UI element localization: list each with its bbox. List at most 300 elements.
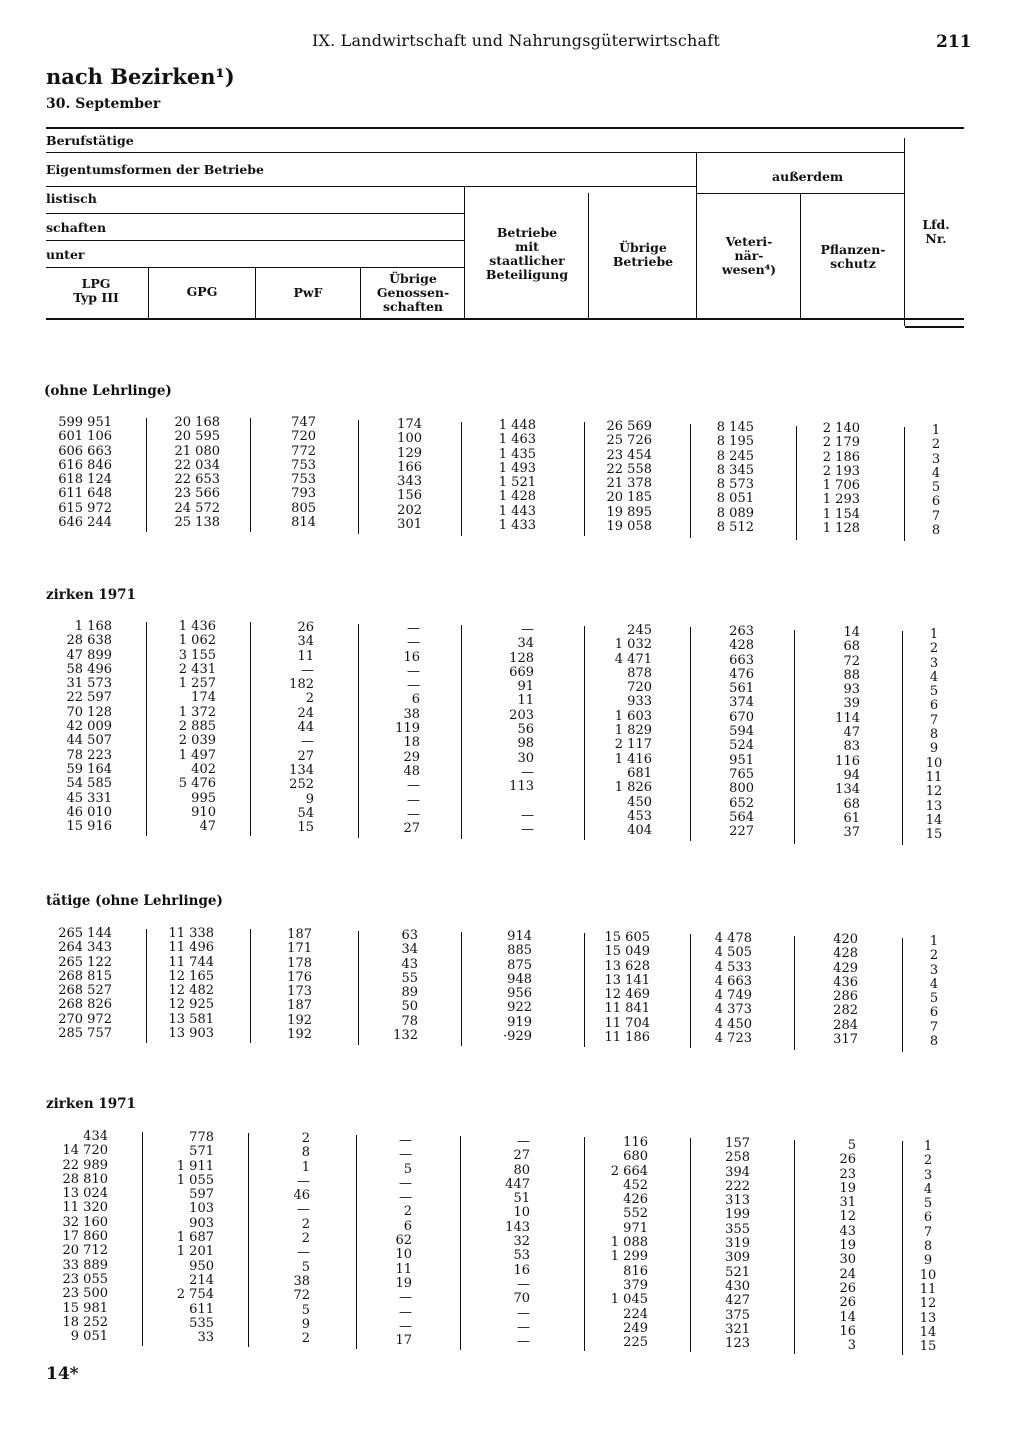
- table-cell: 119: [395, 721, 420, 737]
- table-cell: 5: [929, 991, 939, 1007]
- col-pflanzenschutz: [800, 422, 860, 536]
- col-sep: [148, 268, 149, 318]
- table-cell: 2 039: [178, 733, 216, 749]
- table-cell: 21 080: [174, 443, 220, 459]
- table-cell: 5: [929, 684, 939, 700]
- table-cell: 11 744: [168, 954, 214, 970]
- col-uebrige-betriebe: [590, 420, 652, 534]
- col-lfd-nr: [920, 424, 952, 538]
- table-cell: 11 338: [168, 926, 214, 941]
- col-lpg: [46, 620, 112, 834]
- table-cell: 933: [627, 694, 652, 710]
- table-cell: 68: [843, 639, 860, 655]
- table-cell: 12 469: [604, 987, 650, 1003]
- table-cell: 182: [289, 677, 314, 693]
- table-cell: 3: [931, 451, 941, 467]
- table-cell: 950: [189, 1258, 214, 1274]
- table-cell: 34: [401, 942, 418, 958]
- table-cell: 1 493: [498, 460, 536, 476]
- table-cell: 19: [839, 1238, 856, 1254]
- section-title: tätige (ohne Lehrlinge): [46, 893, 223, 909]
- table-cell: 286: [833, 989, 858, 1005]
- table-cell: 18 252: [62, 1314, 108, 1330]
- col-sep: [464, 187, 465, 318]
- table-cell: 611: [189, 1301, 214, 1317]
- table-cell: 2 431: [178, 661, 216, 677]
- table-cell: —: [297, 1173, 310, 1189]
- table-cell: 78: [401, 1013, 418, 1029]
- table-cell: 16: [513, 1262, 530, 1278]
- table-cell: 129: [397, 445, 422, 461]
- table-cell: 7: [929, 712, 939, 728]
- table-cell: 2: [931, 437, 941, 453]
- table-cell: 13: [925, 798, 943, 814]
- table-cell: 816: [623, 1263, 648, 1279]
- table-cell: 83: [843, 739, 860, 755]
- table-cell: 1 436: [178, 619, 216, 634]
- col-uebrige-gen: [362, 622, 420, 836]
- table-cell: 22 989: [62, 1157, 108, 1173]
- rule: [46, 152, 904, 153]
- colhead-pflanzenschutz: Pflanzen- schutz: [820, 242, 886, 271]
- table-cell: 12: [925, 784, 943, 800]
- rule-header-bottom: [46, 318, 964, 320]
- colhead-lfd-nr: Lfd. Nr.: [922, 217, 950, 246]
- table-cell: 53: [513, 1248, 530, 1264]
- table-cell: 9: [305, 791, 314, 807]
- table-cell: 8: [301, 1145, 310, 1161]
- table-cell: 1 055: [176, 1172, 214, 1188]
- table-cell: 427: [725, 1293, 750, 1309]
- table-cell: 2: [923, 1153, 933, 1169]
- table-cell: 12 165: [168, 968, 214, 984]
- table-cell: 30: [839, 1252, 856, 1268]
- col-sep: [248, 1133, 249, 1347]
- table-cell: 6: [931, 494, 941, 510]
- table-cell: 6: [923, 1210, 933, 1226]
- table-cell: 971: [623, 1220, 648, 1236]
- table-cell: 26 569: [606, 419, 652, 434]
- table-cell: 22 597: [66, 690, 112, 706]
- table-cell: 46: [293, 1188, 310, 1204]
- table-cell: —: [399, 1147, 412, 1163]
- table-cell: 15: [925, 827, 943, 843]
- table-cell: 100: [397, 431, 422, 447]
- table-cell: 10: [919, 1267, 937, 1283]
- col-pwf: [256, 928, 312, 1042]
- date-label: 30. September: [46, 96, 161, 112]
- table-cell: 28 810: [62, 1171, 108, 1187]
- table-cell: 26: [839, 1152, 856, 1168]
- col-sep: [794, 630, 795, 844]
- table-cell: 914: [507, 929, 532, 944]
- table-cell: 4 478: [714, 931, 752, 946]
- table-cell: 3: [929, 962, 939, 978]
- col-sep: [356, 1135, 357, 1349]
- col-sep: [690, 934, 691, 1048]
- table-cell: 26: [839, 1280, 856, 1296]
- table-cell: 11 841: [604, 1001, 650, 1017]
- table-cell: 670: [729, 709, 754, 725]
- table-cell: 919: [507, 1014, 532, 1030]
- table-cell: 3 155: [178, 647, 216, 663]
- table-cell: 20 168: [174, 415, 220, 430]
- table-cell: 27: [297, 748, 314, 764]
- table-cell: 646 244: [58, 515, 112, 531]
- table-cell: 5: [931, 480, 941, 496]
- table-cell: 62: [395, 1233, 412, 1249]
- colhead-betriebe-staatl: Betriebe mit staatlicher Beteiligung: [485, 225, 569, 282]
- table-cell: 8 145: [716, 420, 754, 435]
- table-cell: 1 448: [498, 418, 536, 433]
- table-cell: 452: [623, 1177, 648, 1193]
- table-cell: 134: [289, 762, 314, 778]
- table-cell: 93: [843, 682, 860, 698]
- table-cell: 878: [627, 665, 652, 681]
- table-cell: 15 981: [62, 1300, 108, 1316]
- table-cell: 284: [833, 1017, 858, 1033]
- table-cell: 5: [301, 1259, 310, 1275]
- col-uebrige-betriebe: [590, 624, 652, 838]
- table-cell: 265 122: [58, 954, 112, 970]
- table-cell: 32 160: [62, 1214, 108, 1230]
- table-cell: 45 331: [66, 790, 112, 806]
- table-cell: 34: [517, 636, 534, 652]
- table-cell: 156: [397, 488, 422, 504]
- table-cell: 1 201: [176, 1244, 214, 1260]
- table-cell: 571: [189, 1144, 214, 1160]
- table-cell: 355: [725, 1221, 750, 1237]
- table-cell: 800: [729, 781, 754, 797]
- table-cell: 11: [925, 769, 943, 785]
- col-sep: [146, 622, 147, 836]
- table-cell: 245: [627, 623, 652, 638]
- table-cell: 258: [725, 1150, 750, 1166]
- table-cell: 13 581: [168, 1011, 214, 1027]
- table-cell: 606 663: [58, 443, 112, 459]
- table-cell: 227: [729, 824, 754, 840]
- table-cell: —: [399, 1304, 412, 1320]
- table-cell: 80: [513, 1162, 530, 1178]
- col-veterinaer: [696, 625, 754, 839]
- table-cell: 72: [843, 653, 860, 669]
- header-ausserdem: außerdem: [772, 169, 844, 184]
- table-cell: 521: [725, 1264, 750, 1280]
- table-cell: 54: [297, 805, 314, 821]
- table-cell: 1 603: [614, 708, 652, 724]
- table-cell: 956: [507, 986, 532, 1002]
- table-cell: 268 527: [58, 983, 112, 999]
- table-cell: 1 128: [822, 521, 860, 537]
- col-pwf: [254, 1132, 310, 1346]
- table-cell: —: [407, 792, 420, 808]
- table-cell: 23 500: [62, 1286, 108, 1302]
- table-cell: 187: [287, 927, 312, 942]
- table-cell: 282: [833, 1003, 858, 1019]
- col-betriebe-staatl: [466, 930, 532, 1044]
- table-cell: 2: [301, 1331, 310, 1347]
- col-sep: [250, 622, 251, 836]
- table-cell: 2: [929, 641, 939, 657]
- col-sep: [902, 1141, 903, 1355]
- table-cell: 7: [929, 1019, 939, 1035]
- table-cell: 948: [507, 971, 532, 987]
- table-cell: —: [399, 1290, 412, 1306]
- rule: [46, 213, 464, 214]
- table-cell: 268 826: [58, 997, 112, 1013]
- header-row-schaften: schaften: [46, 220, 107, 235]
- table-cell: 4 373: [714, 1002, 752, 1018]
- col-sep: [584, 933, 585, 1047]
- table-cell: 25 138: [174, 515, 220, 531]
- table-cell: 113: [509, 779, 534, 795]
- col-gpg: [146, 1131, 214, 1345]
- table-cell: 44: [297, 720, 314, 736]
- table-cell: 285 757: [58, 1026, 112, 1042]
- table-cell: 70: [513, 1291, 530, 1307]
- table-cell: 264 343: [58, 940, 112, 956]
- table-cell: 263: [729, 624, 754, 639]
- table-cell: 9: [929, 741, 939, 757]
- col-sep: [796, 426, 797, 540]
- col-gpg: [150, 927, 214, 1041]
- table-cell: 123: [725, 1336, 750, 1352]
- table-cell: 21 378: [606, 476, 652, 492]
- table-cell: 166: [397, 459, 422, 475]
- table-cell: 11 496: [168, 940, 214, 956]
- colhead-pwf: PwF: [293, 285, 323, 300]
- table-cell: 176: [287, 969, 312, 985]
- table-cell: 42 009: [66, 719, 112, 735]
- table-cell: 1 911: [176, 1158, 214, 1174]
- table-cell: —: [517, 1319, 530, 1335]
- colhead-lpg: LPG Typ III: [73, 276, 119, 305]
- col-sep: [584, 626, 585, 840]
- table-cell: 535: [189, 1315, 214, 1331]
- col-lfd-nr: [918, 935, 950, 1049]
- col-sep: [904, 427, 905, 541]
- table-cell: 10: [925, 755, 943, 771]
- table-cell: 1: [923, 1139, 933, 1154]
- table-cell: 2 186: [822, 449, 860, 465]
- col-gpg: [150, 620, 216, 834]
- table-cell: 1 032: [614, 637, 652, 653]
- colhead-gpg: GPG: [186, 284, 218, 299]
- table-cell: 23 055: [62, 1271, 108, 1287]
- table-cell: 615 972: [58, 500, 112, 516]
- header-row-listisch: listisch: [46, 191, 97, 206]
- table-cell: 11: [919, 1281, 937, 1297]
- table-cell: 594: [729, 724, 754, 740]
- table-cell: 58 496: [66, 661, 112, 677]
- table-cell: 2: [301, 1131, 310, 1146]
- table-cell: 4: [923, 1181, 933, 1197]
- table-cell: 13 628: [604, 958, 650, 974]
- table-cell: 192: [287, 1012, 312, 1028]
- col-sep: [146, 929, 147, 1043]
- table-cell: 374: [729, 695, 754, 711]
- table-cell: 143: [505, 1219, 530, 1235]
- col-veterinaer: [696, 1137, 750, 1351]
- table-cell: 4 505: [714, 945, 752, 961]
- table-cell: 15: [297, 820, 314, 836]
- table-cell: 2 179: [822, 435, 860, 451]
- table-cell: 321: [725, 1321, 750, 1337]
- table-cell: 599 951: [58, 415, 112, 430]
- table-cell: 4 450: [714, 1016, 752, 1032]
- table-cell: 116: [835, 753, 860, 769]
- table-cell: 173: [287, 984, 312, 1000]
- table-cell: 31 573: [66, 676, 112, 692]
- table-cell: 434: [83, 1129, 108, 1144]
- rule: [905, 326, 964, 328]
- table-cell: 597: [189, 1187, 214, 1203]
- table-cell: —: [399, 1190, 412, 1206]
- table-cell: 54 585: [66, 776, 112, 792]
- table-cell: 1 293: [822, 492, 860, 508]
- col-sep: [588, 193, 589, 318]
- table-cell: 420: [833, 932, 858, 947]
- table-cell: 910: [191, 804, 216, 820]
- table-cell: 8 573: [716, 477, 754, 493]
- table-cell: 15 605: [604, 930, 650, 945]
- col-sep: [360, 268, 361, 318]
- col-uebrige-gen: [362, 929, 418, 1043]
- table-cell: —: [521, 822, 534, 838]
- table-cell: —: [297, 1202, 310, 1218]
- table-cell: 8: [929, 1034, 939, 1050]
- table-cell: 720: [627, 680, 652, 696]
- table-cell: 5: [403, 1161, 412, 1177]
- table-cell: 43: [401, 956, 418, 972]
- col-lpg: [46, 416, 112, 530]
- table-cell: 199: [725, 1207, 750, 1223]
- table-cell: —: [407, 778, 420, 794]
- table-cell: 793: [291, 486, 316, 502]
- table-cell: 14: [839, 1309, 856, 1325]
- table-cell: 1 416: [614, 751, 652, 767]
- table-cell: 319: [725, 1236, 750, 1252]
- rule-top: [46, 127, 964, 129]
- table-cell: 22 034: [174, 457, 220, 473]
- table-cell: 14 720: [62, 1143, 108, 1159]
- table-cell: 2: [305, 691, 314, 707]
- table-cell: 885: [507, 943, 532, 959]
- table-cell: 20 185: [606, 490, 652, 506]
- table-cell: —: [521, 764, 534, 780]
- table-cell: 11: [395, 1261, 412, 1277]
- table-cell: 13: [919, 1310, 937, 1326]
- table-cell: —: [407, 621, 420, 636]
- table-cell: 6: [929, 698, 939, 714]
- table-cell: 1 433: [498, 518, 536, 534]
- table-cell: 134: [835, 782, 860, 798]
- table-cell: 33 889: [62, 1257, 108, 1273]
- rule: [46, 240, 464, 241]
- table-cell: 2: [403, 1204, 412, 1220]
- header-row-eigentumsformen: Eigentumsformen der Betriebe: [46, 162, 265, 177]
- table-cell: 116: [623, 1135, 648, 1150]
- table-cell: 39: [843, 696, 860, 712]
- col-sep: [690, 1138, 691, 1352]
- table-cell: 1 463: [498, 432, 536, 448]
- col-lfd-nr: [918, 628, 950, 842]
- table-cell: 616 846: [58, 457, 112, 473]
- col-lpg: [46, 1130, 108, 1344]
- table-cell: 5: [847, 1138, 856, 1153]
- table-cell: 1 443: [498, 503, 536, 519]
- table-cell: 12: [919, 1296, 937, 1312]
- col-sep: [146, 418, 147, 532]
- col-betriebe-staatl: [466, 419, 536, 533]
- table-cell: 680: [623, 1149, 648, 1165]
- table-cell: 1 521: [498, 475, 536, 491]
- table-cell: 270 972: [58, 1011, 112, 1027]
- col-sep: [142, 1132, 143, 1346]
- table-cell: —: [517, 1276, 530, 1292]
- table-cell: 611 648: [58, 486, 112, 502]
- col-sep: [794, 936, 795, 1050]
- table-cell: —: [517, 1134, 530, 1149]
- table-cell: 13 141: [604, 972, 650, 988]
- table-cell: 214: [189, 1272, 214, 1288]
- col-sep: [461, 625, 462, 839]
- section-title: zirken 1971: [46, 1096, 136, 1112]
- table-cell: 61: [843, 810, 860, 826]
- table-cell: 652: [729, 795, 754, 811]
- col-sep: [250, 929, 251, 1043]
- table-cell: —: [297, 1245, 310, 1261]
- table-cell: 17 860: [62, 1229, 108, 1245]
- col-uebrige-betriebe: [590, 931, 650, 1045]
- table-cell: 33: [197, 1330, 214, 1346]
- table-cell: 9: [301, 1316, 310, 1332]
- table-cell: 19: [395, 1275, 412, 1291]
- table-cell: 1 154: [822, 506, 860, 522]
- table-cell: —: [407, 635, 420, 651]
- table-cell: 28 638: [66, 633, 112, 649]
- table-cell: 171: [287, 941, 312, 957]
- table-cell: —: [399, 1175, 412, 1191]
- table-cell: ·929: [503, 1029, 532, 1045]
- table-cell: 2: [929, 948, 939, 964]
- table-cell: 19 895: [606, 504, 652, 520]
- col-sep: [358, 420, 359, 534]
- table-cell: 1: [929, 934, 939, 949]
- col-veterinaer: [696, 932, 752, 1046]
- table-cell: 561: [729, 681, 754, 697]
- table-cell: 103: [189, 1201, 214, 1217]
- table-cell: 4: [931, 465, 941, 481]
- table-cell: 2 140: [822, 421, 860, 436]
- table-cell: 453: [627, 808, 652, 824]
- table-cell: 34: [297, 634, 314, 650]
- col-lpg: [46, 927, 112, 1041]
- table-cell: 9: [923, 1253, 933, 1269]
- table-cell: 8: [923, 1239, 933, 1255]
- table-cell: 17: [395, 1333, 412, 1349]
- col-sep: [460, 1136, 461, 1350]
- table-cell: —: [407, 678, 420, 694]
- table-cell: 29: [403, 749, 420, 765]
- table-cell: 426: [623, 1192, 648, 1208]
- table-cell: 814: [291, 515, 316, 531]
- table-cell: 343: [397, 474, 422, 490]
- table-cell: 192: [287, 1027, 312, 1043]
- table-cell: 48: [403, 763, 420, 779]
- table-cell: 3: [929, 655, 939, 671]
- table-cell: 379: [623, 1277, 648, 1293]
